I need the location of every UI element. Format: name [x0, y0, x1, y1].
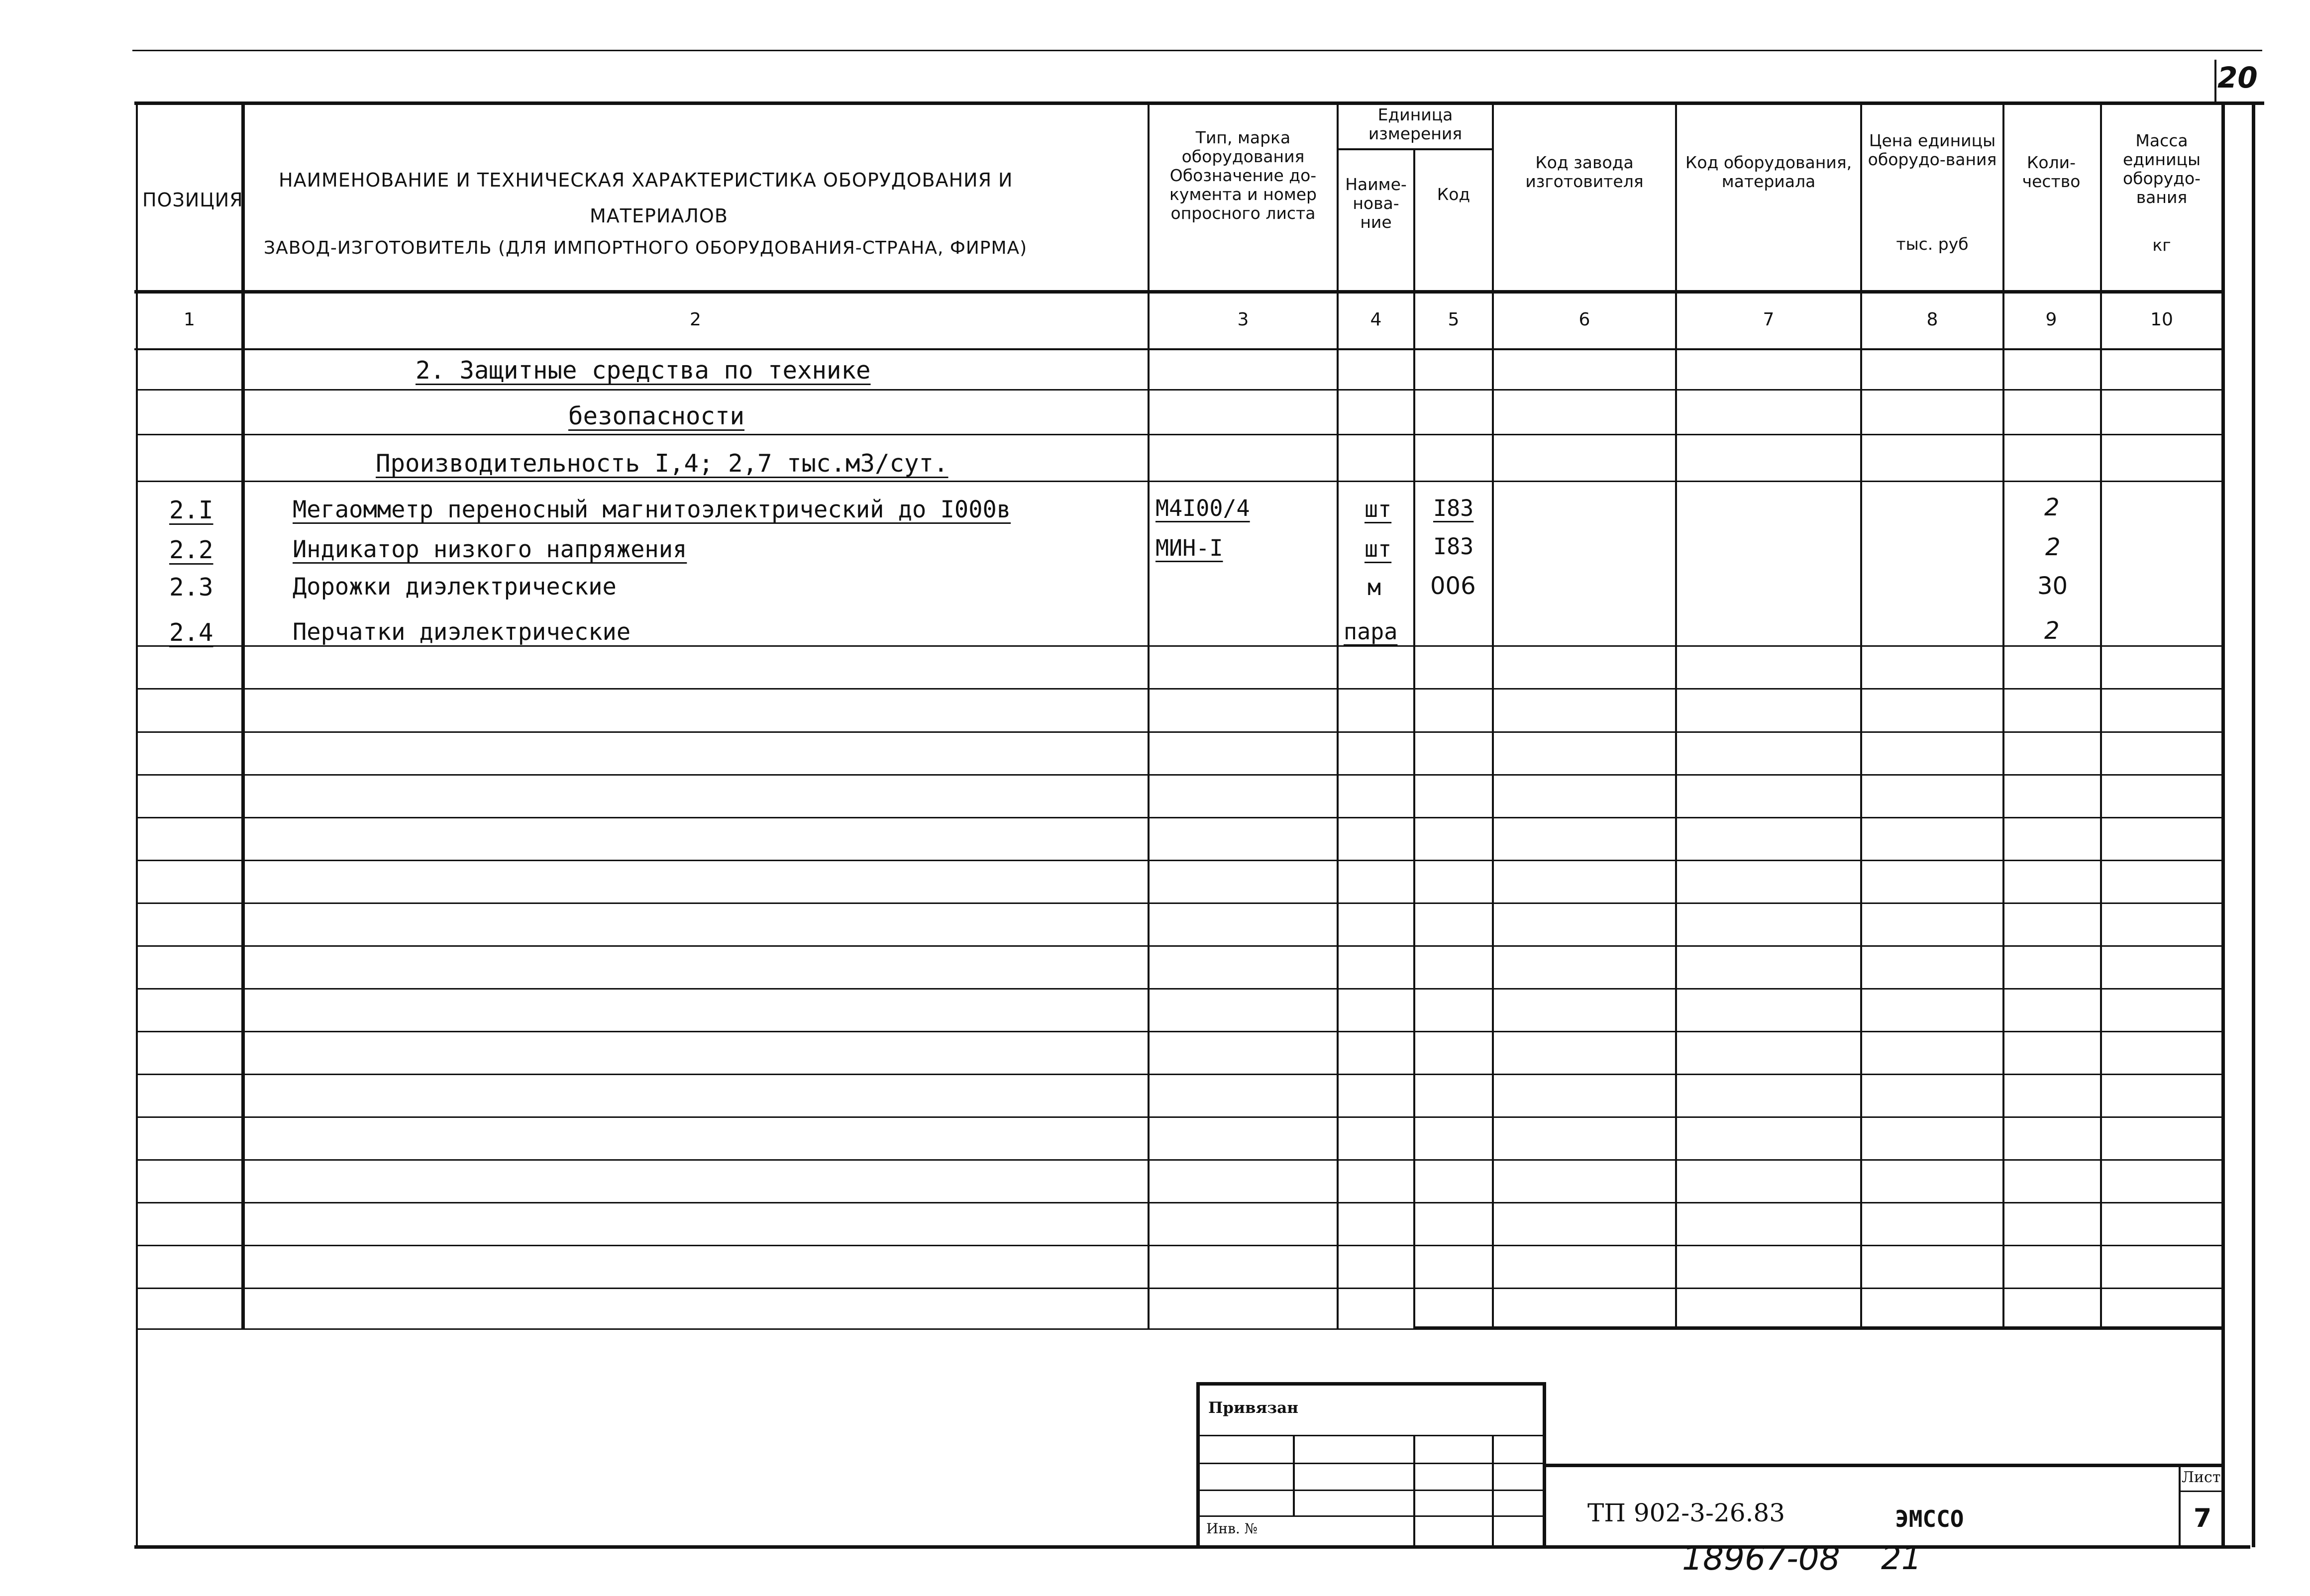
header-mass-unit: кг — [2152, 235, 2171, 255]
column-number: 9 — [2045, 309, 2057, 330]
sheet-cell-divider — [2180, 1491, 2222, 1492]
footer-handwritten-number: 18967-08 — [1682, 1539, 1840, 1578]
column-number: 10 — [2150, 309, 2173, 330]
column-number: 3 — [1237, 309, 1249, 330]
system-code: ЭМССО — [1895, 1505, 1964, 1532]
header-quantity: Коли-чество — [2022, 153, 2081, 191]
footer-page-number: 21 — [1881, 1540, 1922, 1577]
item-quantity: 30 — [2037, 572, 2068, 600]
item-name: Перчатки диэлектрические — [293, 618, 631, 646]
row-line — [137, 945, 2222, 947]
col-line-6 — [1675, 101, 1677, 1328]
header-price: Цена единицы оборудо-вания — [1868, 131, 1997, 169]
row-line — [137, 1202, 2222, 1203]
item-unit: шт — [1365, 496, 1392, 522]
row-line — [137, 1245, 2222, 1246]
header-type: Тип, марка оборудования Обозначение до-кумента и номер опросного листа — [1169, 128, 1317, 223]
item-position: 2.I — [169, 496, 213, 524]
item-quantity: 2 — [2044, 494, 2060, 521]
row-line — [137, 1328, 2222, 1330]
section-title-line1: 2. Защитные средства по технике — [416, 356, 871, 385]
frame-top — [134, 101, 2264, 105]
item-type: М4I00/4 — [1155, 495, 1250, 521]
row-line — [137, 688, 2222, 690]
frame-bottom — [134, 1545, 2250, 1549]
row-line — [137, 902, 2222, 904]
sheet-cell-left-line — [2179, 1464, 2181, 1545]
header-position: ПОЗИЦИЯ — [142, 189, 243, 211]
frame-right-outer — [2252, 101, 2255, 1547]
stamp-col-line — [1492, 1435, 1494, 1545]
header-unit: Единица измерения — [1368, 105, 1463, 143]
col-line-2 — [1148, 101, 1150, 1328]
item-position: 2.4 — [169, 618, 213, 647]
stamp-inventory-label: Инв. № — [1206, 1520, 1258, 1537]
col-line-5 — [1492, 101, 1494, 1328]
item-unit: шт — [1365, 536, 1392, 562]
row-line — [137, 731, 2222, 733]
row-line — [137, 434, 2222, 435]
header-name-line1: НАИМЕНОВАНИЕ И ТЕХНИЧЕСКАЯ ХАРАКТЕРИСТИКА ОБОРУДОВАНИЯ И — [279, 169, 1013, 191]
item-code: 006 — [1430, 572, 1476, 600]
header-manufacturer-code: Код завода изготовителя — [1525, 153, 1644, 191]
row-line — [137, 1159, 2222, 1161]
stamp-bound-label: Привязан — [1208, 1399, 1298, 1417]
header-equipment-code: Код оборудования, материала — [1685, 153, 1852, 191]
item-name: Дорожки диэлектрические — [293, 573, 617, 600]
row-line — [137, 1031, 2222, 1032]
item-type: МИН-I — [1155, 535, 1223, 561]
header-unit-code: Код — [1437, 185, 1470, 204]
item-name: Индикатор низкого напряжения — [293, 536, 687, 563]
section-title-line2: безопасности — [568, 402, 745, 430]
header-name-line3: ЗАВОД-ИЗГОТОВИТЕЛЬ (ДЛЯ ИМПОРТНОГО ОБОРУДОВАНИЯ-СТРАНА, ФИРМА) — [264, 238, 1028, 258]
corner-sheet-number: 20 — [2217, 61, 2258, 95]
column-number: 7 — [1763, 309, 1775, 330]
column-numbers-bottom-line — [134, 348, 2223, 350]
row-line — [137, 1288, 2222, 1289]
column-number: 8 — [1926, 309, 1938, 330]
row-line — [137, 389, 2222, 391]
col-line-3 — [1337, 101, 1339, 1328]
row-line — [137, 1116, 2222, 1118]
sheet-number: 7 — [2194, 1503, 2212, 1533]
col-line-1 — [241, 101, 245, 1328]
row-line — [137, 817, 2222, 818]
column-number: 1 — [184, 309, 195, 330]
row-line — [137, 860, 2222, 861]
top-edge-line — [132, 50, 2262, 51]
row-line — [137, 988, 2222, 990]
stamp-col-line — [1293, 1435, 1295, 1515]
item-code: I83 — [1433, 533, 1474, 560]
document-code: ТП 902-3-26.83 — [1587, 1498, 1785, 1527]
stamp-left-line — [1196, 1382, 1200, 1546]
column-number: 5 — [1448, 309, 1460, 330]
header-price-unit: тыс. руб — [1896, 234, 1969, 254]
item-position: 2.3 — [169, 573, 213, 601]
header-bottom-line — [134, 290, 2223, 294]
sheet-label: Лист — [2182, 1469, 2221, 1486]
item-code: I83 — [1433, 495, 1474, 521]
item-quantity: 2 — [2044, 617, 2060, 645]
column-number: 4 — [1370, 309, 1382, 330]
header-name-line2: МАТЕРИАЛОВ — [590, 205, 728, 227]
header-unit-name: Наиме-нова-ние — [1345, 175, 1407, 232]
header-mass: Масса единицы оборудо-вания — [2122, 131, 2201, 207]
item-quantity: 2 — [2045, 533, 2061, 561]
item-position: 2.2 — [169, 536, 213, 564]
item-unit: пара — [1344, 618, 1398, 645]
column-number: 2 — [690, 309, 701, 330]
frame-right-inner — [2221, 101, 2225, 1547]
stamp-top-line — [1196, 1382, 1545, 1386]
title-block-top-line — [1543, 1464, 2222, 1467]
section-capacity: Производительность I,4; 2,7 тыс.м3/сут. — [376, 449, 948, 478]
col-line-8 — [2002, 101, 2004, 1328]
item-unit: м — [1367, 574, 1381, 600]
corner-box-divider — [2214, 60, 2216, 101]
col-line-9 — [2100, 101, 2102, 1328]
column-number: 6 — [1578, 309, 1590, 330]
item-name: Мегаомметр переносный магнитоэлектрический до I000в — [293, 496, 1011, 523]
row-line — [137, 774, 2222, 776]
row-line — [137, 481, 2222, 482]
stamp-col-line — [1413, 1435, 1415, 1545]
row-line — [137, 1074, 2222, 1075]
col-line-7 — [1860, 101, 1862, 1328]
